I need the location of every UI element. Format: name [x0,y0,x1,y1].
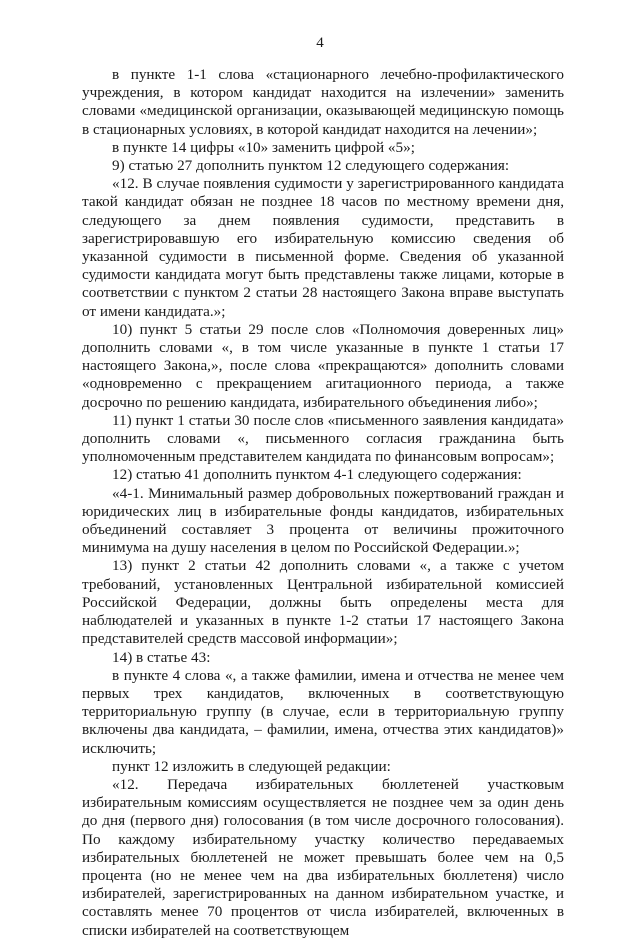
page-number: 4 [316,35,324,51]
paragraph-article-29: 10) пункт 5 статьи 29 после слов «Полномочия доверенных лиц» дополнить словами «, в том числе указанные в пункте 1 статьи 17 настоящего Закона,», после слова «прекращаются» дополнить словами «одновременно с прекращением агитационного периода, а также досрочно по решению кандидата, избирательного объединения либо»; [82,320,564,411]
paragraph-article-27: 9) статью 27 дополнить пунктом 12 следующего содержания: [112,157,510,175]
paragraph-article-43-clause-12: «12. Передача избирательных бюллетеней участковым избирательным комиссиям осуществляется не позднее чем за один день до дня (первого дня) голосования (в том числе досрочного голосования). По каждому избирательному участку количество передаваемых избирательных бюллетеней не может превышать более чем на 0,5 процента (но не менее чем на два избирательных бюллетеня) число избирателей, зарегистрированных на данном избирательном участке, и составлять менее 70 процентов от числа избирателей, включенных в списки избирателей на соответствующем [82,775,564,939]
paragraph-article-41: 12) статью 41 дополнить пунктом 4-1 следующего содержания: [112,466,522,484]
paragraph-item-1-1: в пункте 1-1 слова «стационарного лечебно-профилактического учреждения, в котором кандидат находится на излечении» заменить словами «медицинской организации, оказывающей медицинскую помощь в стационарных условиях, в которой кандидат находится на лечении»; [82,66,564,138]
paragraph-article-42: 13) пункт 2 статьи 42 дополнить словами «, а также с учетом требований, установленных Центральной избирательной комиссией Российской Федерации, должны быть определены места для наблюдателей и указанных в пункте 1-2 статьи 17 настоящего Закона представителей средств массовой информации»; [82,557,564,648]
paragraph-article-43-clause-12-intro: пункт 12 изложить в следующей редакции: [112,757,391,775]
paragraph-item-14-digits: в пункте 14 цифры «10» заменить цифрой «5»; [112,138,415,156]
paragraph-article-27-clause-12: «12. В случае появления судимости у зарегистрированного кандидата такой кандидат обязан не позднее 18 часов по местному времени дня, следующего за днем появления судимости, представить в зарегистрировавшую его избирательную комиссию сведения об указанной судимости в письменной форме. Сведения об указанной судимости кандидата могут быть представлены также лицами, которые в соответствии с пунктом 2 статьи 28 настоящего Закона вправе выступать от имени кандидата.»; [82,175,564,320]
paragraph-article-43-clause-4: в пункте 4 слова «, а также фамилии, имена и отчества не менее чем первых трех кандидатов, включенных в соответствующую территориальную группу (в случае, если в территориальную группу включены два кандидата, – фамилии, имена, отчества этих кандидатов)» исключить; [82,666,564,757]
paragraph-article-41-clause-4-1: «4-1. Минимальный размер добровольных пожертвований граждан и юридических лиц в избирательные фонды кандидатов, избирательных объединений составляет 3 процента от величины прожиточного минимума на душу населения в целом по Российской Федерации.»; [82,484,564,557]
paragraph-article-30: 11) пункт 1 статьи 30 после слов «письменного заявления кандидата» дополнить словами «, письменного согласия гражданина быть уполномоченным представителем кандидата по финансовым вопросам»; [82,411,564,466]
paragraph-article-43: 14) в статье 43: [112,648,211,666]
document-body [82,66,564,940]
